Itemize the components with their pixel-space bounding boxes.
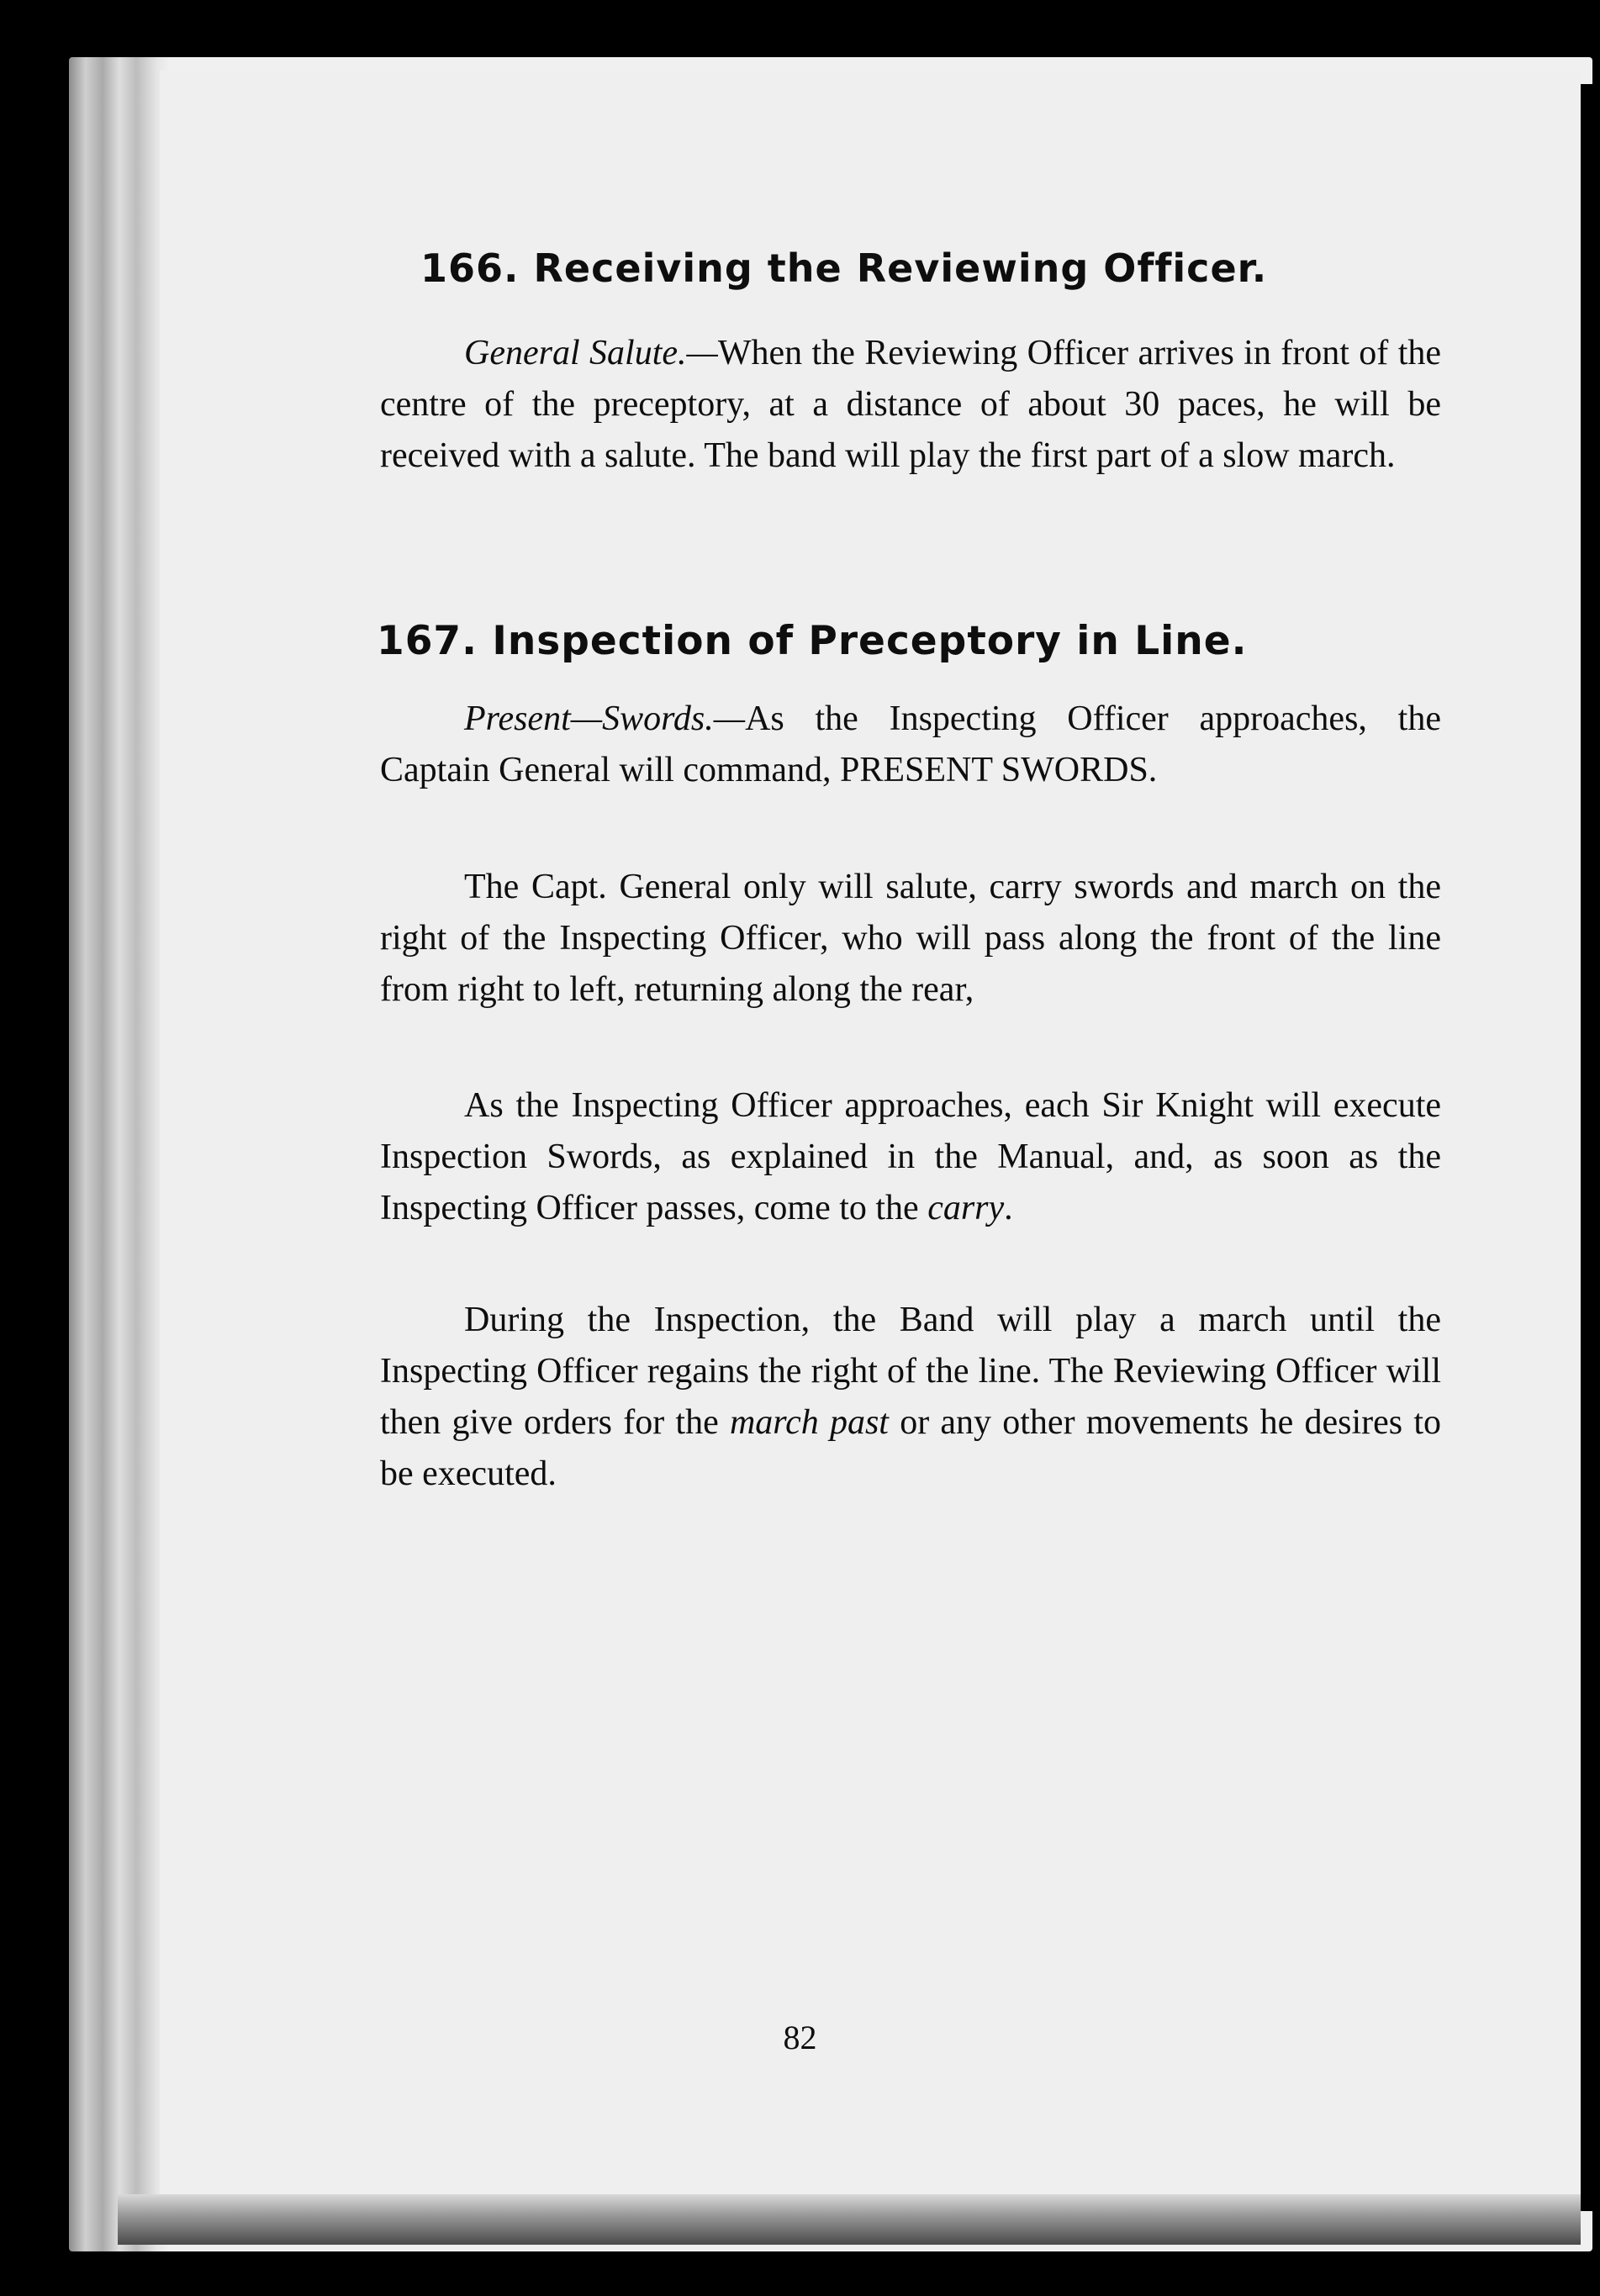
paragraph-text: When the Reviewing Officer arrives in front of the centre of the preceptory, at a distance of about 30 paces, he will be received with a salute. The band will play the first part of a slow march. — [380, 334, 1442, 475]
section-167-paragraph-4 — [380, 1295, 1441, 1500]
paragraph-text: The Capt. General only will salute, carry swords and march on the right of the Inspecting Officer, who will pass along the front of the line from right to left, returning along the rear, — [380, 868, 1441, 1009]
page-number: 82 — [783, 2019, 817, 2056]
section-166-paragraph-1 — [380, 328, 1441, 482]
paragraph-emphasis: march past — [729, 1403, 889, 1442]
paragraph-text-end: or any other movements he desires to be executed. — [380, 1403, 1441, 1493]
section-number: 167. — [377, 618, 478, 664]
section-167-paragraph-2 — [380, 862, 1441, 1016]
paragraph-text-end: . — [1004, 1189, 1013, 1227]
paragraph-text: As the Inspecting Officer approaches, the Captain General will command, PRESENT SWORDS. — [380, 699, 1441, 789]
paragraph-text: During the Inspection, the Band will play a march until the Inspecting Officer regains the right of the line. The Reviewing Officer will then give orders for the — [380, 1301, 1441, 1442]
paragraph-lead: General Salute.— — [464, 334, 718, 372]
section-166-heading — [420, 245, 1267, 291]
paragraph-lead: Present—Swords.— — [464, 699, 746, 738]
section-number: 166. — [420, 245, 520, 291]
section-167-paragraph-1 — [380, 694, 1441, 796]
paragraph-emphasis: carry — [927, 1189, 1005, 1227]
paragraph-text: As the Inspecting Officer approaches, each Sir Knight will execute Inspection Swords, as explained in the Manual, and, as soon as the Inspecting Officer passes, come to the — [380, 1086, 1441, 1227]
section-title: Inspection of Preceptory in Line. — [492, 618, 1248, 664]
section-167-heading — [377, 618, 1247, 664]
section-title: Receiving the Reviewing Officer. — [533, 245, 1268, 291]
section-167-paragraph-3 — [380, 1080, 1441, 1234]
